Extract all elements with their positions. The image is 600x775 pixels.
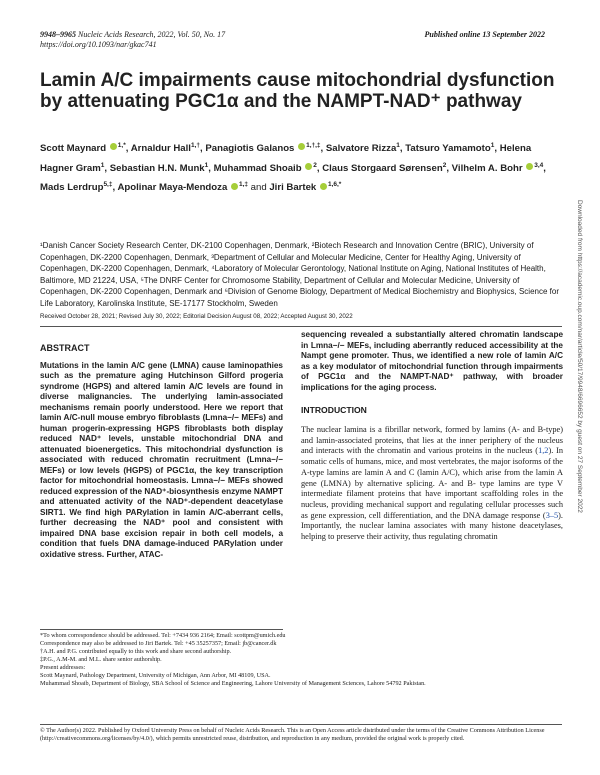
journal-citation: Nucleic Acids Research, 2022, Vol. 50, No. 17	[78, 30, 226, 39]
author-name[interactable]: Mads Lerdrup	[40, 182, 104, 194]
author-affiliation-mark: 1,†	[190, 142, 201, 149]
footnote: Scott Maynard, Pathology Department, University of Michigan, Ann Arbor, MI 48109, USA.	[40, 672, 271, 679]
abstract-heading: ABSTRACT	[40, 343, 90, 353]
orcid-icon[interactable]	[231, 183, 238, 190]
author-affiliation-mark: 5,‡	[103, 181, 113, 189]
intro-text-a: The nuclear lamina is a fibrillar network, formed by lamins (A- and B-type) and lamin-associated proteins, that lies at the inner periphery of the nucleus and interacts with the chromatin and various proteins in the nucleus (	[301, 425, 563, 456]
license-divider	[40, 724, 562, 725]
doi-link[interactable]: https://doi.org/10.1093/nar/gkac741	[40, 40, 157, 49]
author-list: Scott Maynard $^{1,*}$, Arnaldur Hall$^{1,\dagger}$, Panagiotis Galanos $^{1,\dagger,\ddagger}$, Salvatore Rizza$^1$, Tatsuro Yamamoto$^1$, Helena Hagner Gram$^1$, Sebastian H.N. Munk$^1$, Muhammad Shoaib $^2$, Claus Storgaard Sørensen$^2$, Vilhelm A. Bohr $^{3,4}$, Mads Lerdrup$^{5,\ddagger}$, Apolinar Maya-Mendoza $^{1,\ddagger}$ and Jiri Bartek $^{1,6,*}$	[40, 142, 546, 194]
download-watermark-text: Downloaded from https://academic.oup.com/nar/article/50/17/9948/6696652 by guest on 27 September 2022	[576, 200, 583, 513]
license-notice: © The Author(s) 2022. Published by Oxford University Press on behalf of Nucleic Acids Research. This is an Open Access article distributed under the terms of the Creative Commons Attribution License (http://creativecommons.org/licenses/by/4.0/), which permits unrestricted reuse, distribution, and reproduction in any medium, provided the original work is properly cited.	[40, 727, 545, 743]
author-affiliation-mark: 1,‡	[238, 181, 248, 189]
right-column	[301, 330, 563, 543]
intro-text-c: ). Importantly, the nuclear lamina associates with many histone deacetylases, helping to preserve their activity, thus regulating chromatin	[301, 510, 563, 542]
intro-text-b: ). In somatic cells of humans, mice, and most vertebrates, the major isoforms of the A-type lamins are lamin A and C (lamin A/C), which arise from the lamin A gene (LMNA) by alternative splicing. A- and B- type lamins are type V intermediate filament proteins that have important scaffolding roles in the nucleus, providing mechanical support and regulating cellular processes such as gene expression, cell differentiation, and the DNA damage response (	[301, 446, 563, 520]
footnote: *To whom correspondence should be addressed. Tel: +7434 936 2164; Email: scottpm@umich.edu	[40, 632, 286, 639]
orcid-icon[interactable]	[110, 143, 117, 150]
received-dates: Received October 28, 2021; Revised July 30, 2022; Editorial Decision August 08, 2022; Accepted August 30, 2022	[40, 313, 353, 320]
author-conjunction: and	[248, 182, 270, 194]
author-affiliation-mark: 1	[204, 161, 209, 169]
footnotes	[40, 632, 560, 688]
article-title: Lamin A/C impairments cause mitochondrial dysfunction by attenuating PGC1α and the NAMPT-NAD⁺ pathway	[40, 70, 555, 112]
author-name[interactable]: Scott Maynard	[40, 143, 107, 155]
download-watermark	[576, 200, 591, 600]
page-range: 9948–9965	[40, 30, 76, 39]
introduction-heading: INTRODUCTION	[301, 405, 367, 415]
author-affiliation-mark: 1	[490, 142, 495, 149]
author-name[interactable]: Arnaldur Hall	[130, 143, 191, 155]
author-name[interactable]: Vilhelm A. Bohr	[451, 162, 523, 174]
author-name[interactable]: Jiri Bartek	[269, 182, 317, 194]
author-name[interactable]: Salvatore Rizza	[325, 143, 397, 155]
abstract-text-continued: sequencing revealed a substantially altered chromatin landscape in Lmna−/− MEFs, including aberrantly reduced accessibility at the Nampt gene promoter. Thus, we identified a new role of lamin A/C as a key modulator of mitochondrial function through impairments of PGC1α and the NAMPT-NAD⁺ pathway, with broader implications for the aging process.	[301, 330, 563, 392]
orcid-icon[interactable]	[526, 163, 533, 170]
author-affiliation-mark: 2	[442, 161, 447, 169]
orcid-icon[interactable]	[298, 143, 305, 150]
author-affiliation-mark: 1,6,*	[327, 181, 342, 189]
footnote: Present addresses:	[40, 664, 86, 671]
footnote: ‡P.G., A.M-M. and M.L. share senior authorship.	[40, 656, 162, 663]
published-date: Published online 13 September 2022	[424, 30, 545, 39]
affiliations: ¹Danish Cancer Society Research Center, DK-2100 Copenhagen, Denmark, ²Biotech Research and Innovation Centre (BRIC), University of Copenhagen, DK-2200 Copenhagen, Denmark, ³Department of Cellular and Molecular Medicine, Center for Healthy Aging, University of Copenhagen, DK-2200 Copenhagen, Denmark, ⁴Laboratory of Molecular Gerontology, National Institute on Aging, National Institutes of Health, Baltimore, MD 21224, USA, ⁵The DNRF Center for Chromosome Stability, Department of Cellular and Molecular Medicine, University of Copenhagen, DK-2200 Copenhagen, Denmark and ⁶Division of Genome Biology, Department of Medical Biochemistry and Biophysics, Science for Life Laboratory, Karolinska Institute, SE-17177 Stockholm, Sweden	[40, 241, 559, 308]
divider	[40, 326, 562, 327]
author-name[interactable]: Panagiotis Galanos	[205, 143, 295, 155]
author-affiliation-mark: 2	[313, 161, 317, 169]
author-name[interactable]: Apolinar Maya-Mendoza	[117, 182, 228, 194]
author-affiliation-mark: 1	[396, 142, 400, 149]
author-name[interactable]: Muhammad Shoaib	[213, 162, 302, 174]
citation-link[interactable]: 1,2	[538, 446, 549, 456]
abstract-section	[40, 343, 283, 560]
author-affiliation-mark: 1,*	[117, 142, 126, 149]
introduction-text	[301, 425, 563, 543]
footnote: Correspondence may also be addressed to Jiri Bartek. Tel: +45 35257357; Email: jb@cancer.dk	[40, 640, 277, 647]
footnote: †A.H. and P.G. contributed equally to this work and share second authorship.	[40, 648, 232, 655]
orcid-icon[interactable]	[305, 163, 312, 170]
author-affiliation-mark: 1	[100, 161, 105, 169]
author-affiliation-mark: 1,†,‡	[306, 142, 321, 149]
author-name[interactable]: Tatsuro Yamamoto	[405, 143, 491, 155]
footnote-divider	[40, 629, 283, 630]
abstract-text: Mutations in the lamin A/C gene (LMNA) cause laminopathies such as the premature aging Hutchinson Gilford progeria syndrome (HGPS) and altered lamin A/C levels are found in diverse malignancies. The underlying lamin-associated mechanisms remain poorly understood. Here we report that lamin A/C-null mouse embryo fibroblasts (Lmna−/− MEFs) and human progerin-expressing HGPS fibroblasts both display reduced NAD⁺ levels, unstable mitochondrial DNA and attenuated bioenergetics. This mitochondrial dysfunction is associated with reduced chromatin recruitment (Lmna−/− MEFs) or low levels (HGPS) of PGC1α, the key transcription factor for mitochondrial homeostasis. Lmna−/− MEFs showed reduced expression of the NAD⁺-biosynthesis enzyme NAMPT and attenuated activity of the NAD⁺-dependent deacetylase SIRT1. We find high PARylation in lamin A/C-aberrant cells, further decreasing the NAD⁺ pool and consistent with impaired DNA base excision repair in both cell models, a condition that fuels DNA damage-induced PARylation under oxidative stress. Further, ATAC-	[40, 360, 283, 559]
author-name[interactable]: Claus Storgaard Sørensen	[322, 162, 443, 174]
author-affiliation-mark: 3,4	[534, 161, 544, 169]
citation-link[interactable]: 3–5	[545, 510, 559, 520]
running-header-left	[40, 30, 225, 50]
footnote: Muhammad Shoaib, Department of Biology, SBA School of Science and Engineering, Lahore University of Management Sciences, Lahore 54792 Pakistan.	[40, 680, 426, 687]
orcid-icon[interactable]	[320, 183, 327, 190]
author-name[interactable]: Sebastian H.N. Munk	[109, 162, 205, 174]
author-name[interactable]: Helena Hagner Gram	[40, 143, 532, 174]
